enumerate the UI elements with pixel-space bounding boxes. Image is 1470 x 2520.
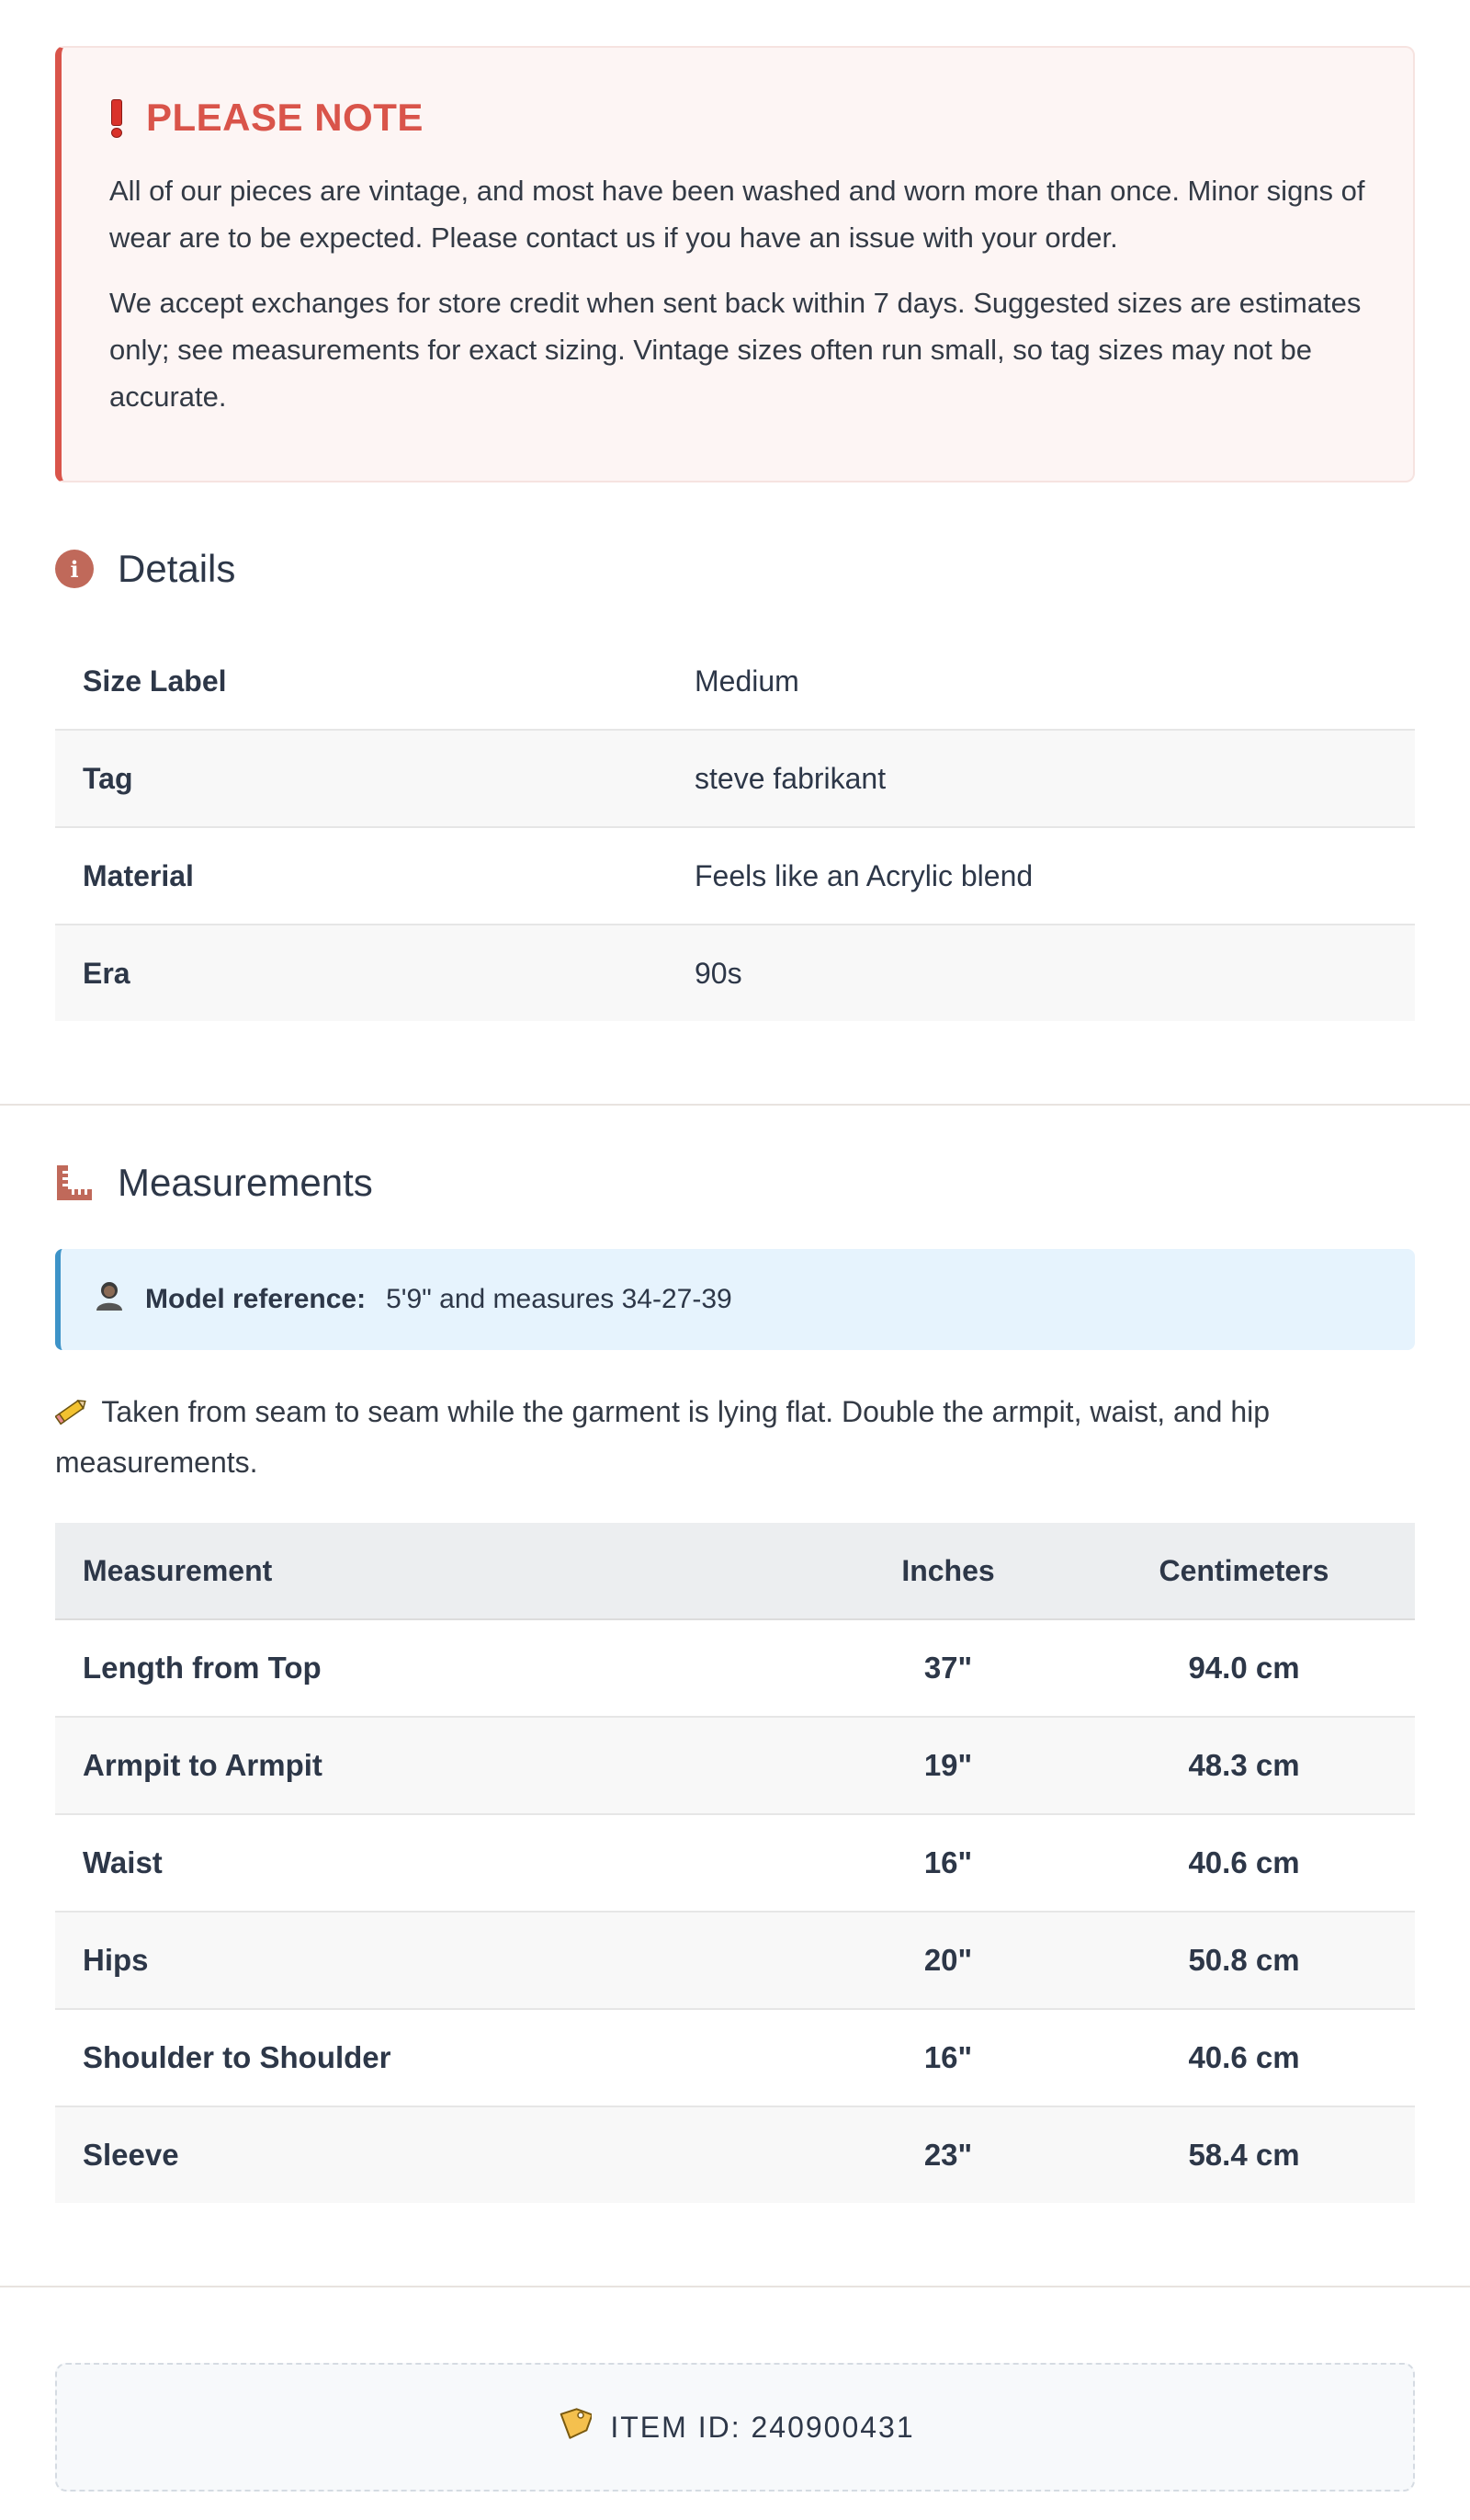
pencil-icon bbox=[55, 1392, 88, 1439]
details-heading bbox=[55, 547, 1415, 591]
model-reference-callout bbox=[55, 1249, 1415, 1350]
hint-text: Taken from seam to seam while the garment is lying flat. Double the armpit, waist, and hip measurements. bbox=[55, 1395, 1271, 1479]
col-header-measurement: Measurement bbox=[55, 1523, 823, 1619]
table-row bbox=[55, 925, 1415, 1021]
measurements-heading bbox=[55, 1161, 1415, 1205]
col-header-inches: Inches bbox=[823, 1523, 1073, 1619]
measurement-name: Waist bbox=[55, 1814, 823, 1912]
measurement-cm: 58.4 cm bbox=[1073, 2106, 1415, 2203]
table-row bbox=[55, 2106, 1415, 2203]
measurements-title: Measurements bbox=[118, 1161, 373, 1204]
model-reference-value: 5'9" and measures 34-27-39 bbox=[386, 1284, 732, 1314]
table-row bbox=[55, 730, 1415, 827]
detail-label: Size Label bbox=[55, 633, 667, 730]
detail-label: Material bbox=[55, 827, 667, 925]
measurement-cm: 94.0 cm bbox=[1073, 1619, 1415, 1717]
exclamation-icon bbox=[109, 99, 122, 136]
measurement-cm: 40.6 cm bbox=[1073, 2009, 1415, 2106]
details-table bbox=[55, 633, 1415, 1021]
details-title: Details bbox=[118, 547, 236, 590]
table-row bbox=[55, 1814, 1415, 1912]
measurement-inches: 19" bbox=[823, 1717, 1073, 1814]
note-title: PLEASE NOTE bbox=[146, 96, 424, 139]
detail-label: Era bbox=[55, 925, 667, 1021]
note-paragraph-2: We accept exchanges for store credit when sent back within 7 days. Suggested sizes are estimates only; see measurements for exact sizing. Vintage sizes often run small, so tag sizes may not be accurate. bbox=[109, 287, 1362, 413]
measurement-hint bbox=[55, 1389, 1415, 1486]
table-row bbox=[55, 1912, 1415, 2009]
measurement-inches: 16" bbox=[823, 1814, 1073, 1912]
tag-icon bbox=[555, 2406, 592, 2448]
detail-label: Tag bbox=[55, 730, 667, 827]
table-row bbox=[55, 633, 1415, 730]
note-paragraph-1: All of our pieces are vintage, and most have been washed and worn more than once. Minor signs of wear are to be expected. Please contact us if you have an issue with your order. bbox=[109, 175, 1365, 254]
note-header bbox=[109, 96, 1365, 140]
section-divider bbox=[0, 2286, 1470, 2287]
measurement-inches: 20" bbox=[823, 1912, 1073, 2009]
table-row bbox=[55, 2009, 1415, 2106]
measurement-name: Sleeve bbox=[55, 2106, 823, 2203]
section-divider bbox=[0, 1104, 1470, 1106]
item-id-text: ITEM ID: 240900431 bbox=[610, 2410, 915, 2444]
measurement-inches: 23" bbox=[823, 2106, 1073, 2203]
table-row bbox=[55, 827, 1415, 925]
item-id-box bbox=[55, 2363, 1415, 2492]
detail-value: steve fabrikant bbox=[667, 730, 1415, 827]
measurement-name: Armpit to Armpit bbox=[55, 1717, 823, 1814]
please-note-callout bbox=[55, 46, 1415, 482]
measurement-name: Shoulder to Shoulder bbox=[55, 2009, 823, 2106]
info-icon: i bbox=[55, 550, 94, 588]
measurements-table bbox=[55, 1523, 1415, 2203]
measurement-inches: 16" bbox=[823, 2009, 1073, 2106]
measurement-cm: 50.8 cm bbox=[1073, 1912, 1415, 2009]
detail-value: Feels like an Acrylic blend bbox=[667, 827, 1415, 925]
ruler-icon bbox=[55, 1164, 94, 1202]
measurement-name: Length from Top bbox=[55, 1619, 823, 1717]
col-header-centimeters: Centimeters bbox=[1073, 1523, 1415, 1619]
table-row bbox=[55, 1619, 1415, 1717]
model-reference-label: Model reference: bbox=[145, 1284, 367, 1314]
detail-value: 90s bbox=[667, 925, 1415, 1021]
measurement-name: Hips bbox=[55, 1912, 823, 2009]
table-row bbox=[55, 1717, 1415, 1814]
table-header-row bbox=[55, 1523, 1415, 1619]
person-icon bbox=[94, 1280, 125, 1319]
detail-value: Medium bbox=[667, 633, 1415, 730]
measurement-cm: 40.6 cm bbox=[1073, 1814, 1415, 1912]
measurement-inches: 37" bbox=[823, 1619, 1073, 1717]
measurement-cm: 48.3 cm bbox=[1073, 1717, 1415, 1814]
